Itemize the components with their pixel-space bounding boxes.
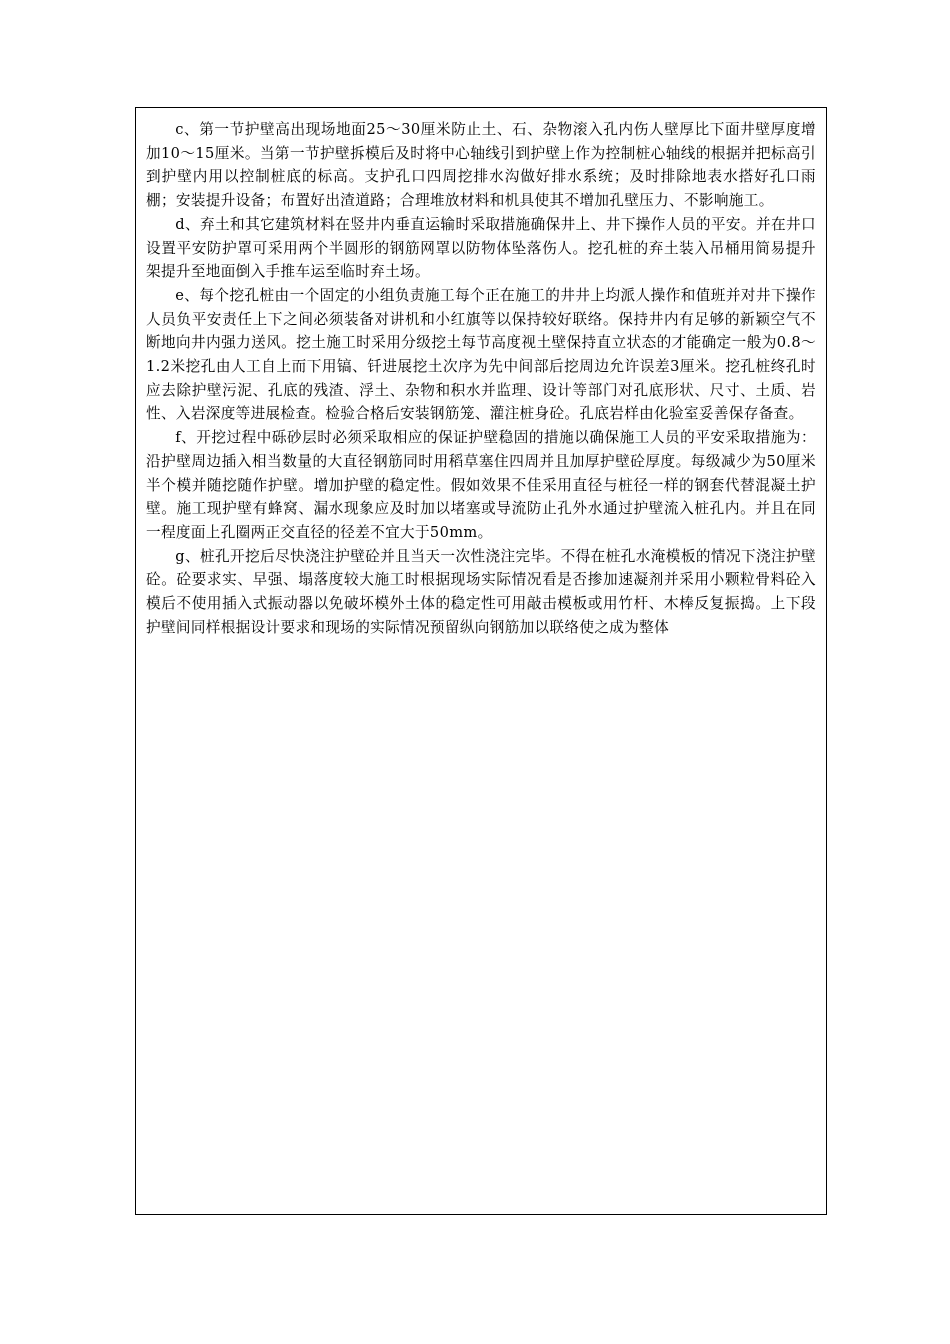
paragraph-c: c、第一节护壁高出现场地面25～30厘米防止土、石、杂物滚入孔内伤人壁厚比下面井壁厚度增加10～15厘米。当第一节护壁拆模后及时将中心轴线引到护壁上作为控制桩心轴线的根据并把标高引到护壁内用以控制桩底的标高。支护孔口四周挖排水沟做好排水系统；及时排除地表水搭好孔口雨棚；安装提升设备；布置好出渣道路；合理堆放材料和机具使其不增加孔壁压力、不影响施工。 — [146, 121, 816, 210]
paragraph-g: g、桩孔开挖后尽快浇注护壁砼并且当天一次性浇注完毕。不得在桩孔水淹模板的情况下浇注护壁砼。砼要求实、早强、塌落度较大施工时根据现场实际情况看是否掺加速凝剂并采用小颗粒骨料砼入模后不使用插入式振动器以免破坏模外土体的稳定性可用敲击模板或用竹杆、木棒反复振捣。上下段护壁间同样根据设计要求和现场的实际情况预留纵向钢筋加以联络使之成为整体 — [146, 547, 816, 636]
paragraph-f: f、开挖过程中砾砂层时必须采取相应的保证护壁稳固的措施以确保施工人员的平安采取措施为：沿护壁周边插入相当数量的大直径钢筋同时用稻草塞住四周并且加厚护壁砼厚度。每级减少为50厘米半个模并随挖随作护壁。增加护壁的稳定性。假如效果不佳采用直径与桩径一样的钢套代替混凝土护壁。施工现护壁有蜂窝、漏水现象应及时加以堵塞或导流防止孔外水通过护壁流入桩孔内。并且在同一程度面上孔圈两正交直径的径差不宜大于50mm。 — [146, 429, 816, 541]
paragraph-d: d、弃土和其它建筑材料在竖井内垂直运输时采取措施确保井上、井下操作人员的平安。并在井口设置平安防护罩可采用两个半圆形的钢筋网罩以防物体坠落伤人。挖孔桩的弃土装入吊桶用简易提升架提升至地面倒入手推车运至临时弃土场。 — [146, 215, 816, 281]
paragraph-e: e、每个挖孔桩由一个固定的小组负责施工每个正在施工的井井上均派人操作和值班并对井下操作人员负平安责任上下之间必须装备对讲机和小红旗等以保持较好联络。保持井内有足够的新颖空气不断地向井内强力送风。挖土施工时采用分级挖土每节高度视土壁保持直立状态的才能确定一般为0.8～1.2米挖孔由人工自上而下用镐、钎进展挖土次序为先中间部后挖周边允许误差3厘米。挖孔桩终孔时应去除护壁污泥、孔底的残渣、浮土、杂物和积水并监理、设计等部门对孔底形状、尺寸、土质、岩性、入岩深度等进展检查。检验合格后安装钢筋笼、灌注桩身砼。孔底岩样由化验室妥善保存备查。 — [146, 286, 816, 423]
document-body — [146, 118, 816, 639]
table-frame — [135, 107, 827, 1215]
